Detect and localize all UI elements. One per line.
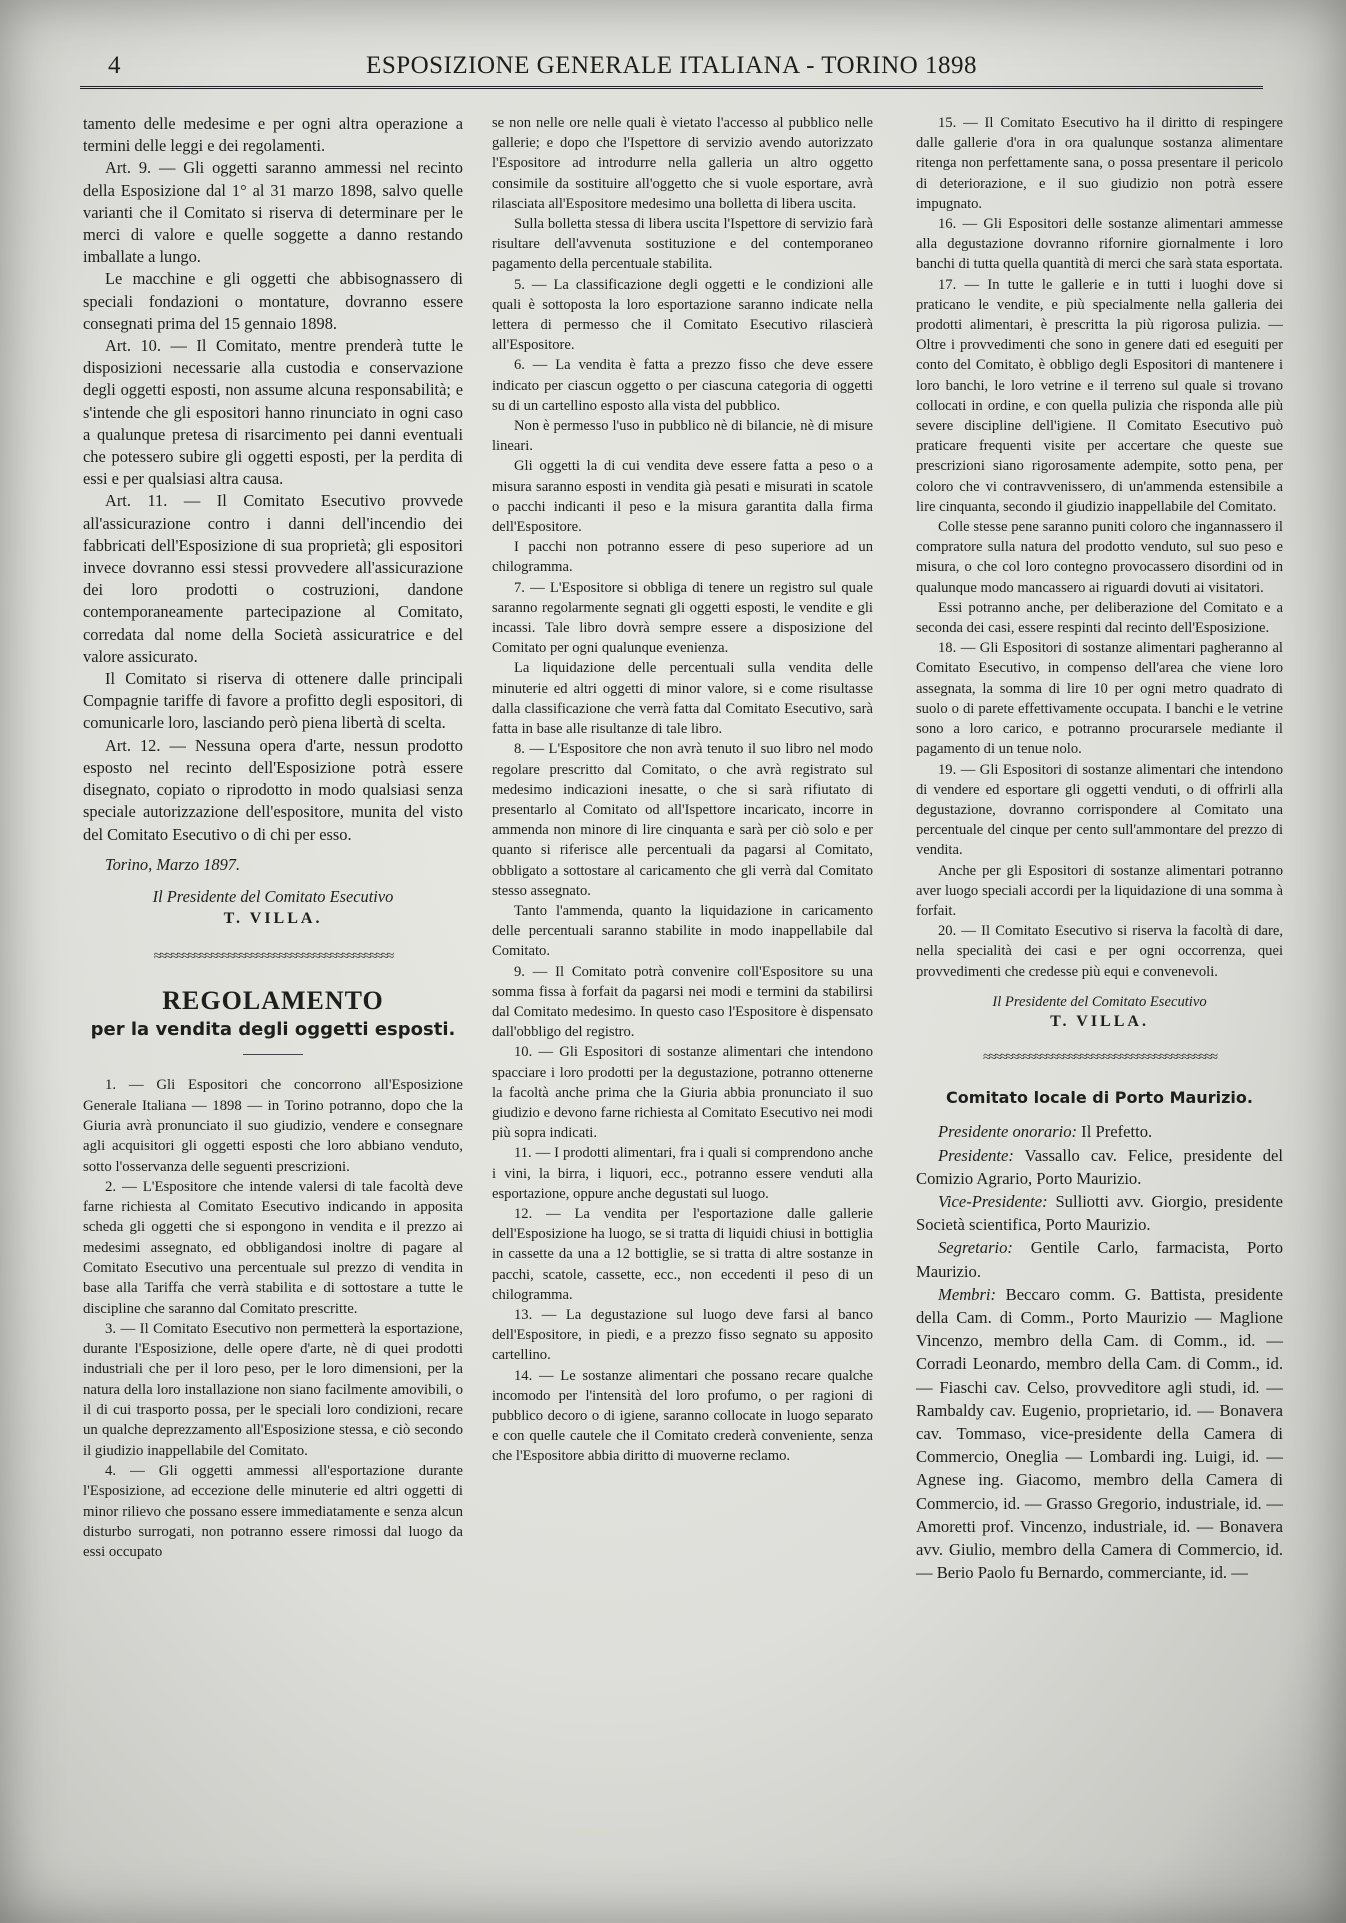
regulation-paragraph: 9. — Il Comitato potrà convenire coll'Espositore su una somma fissa à forfait da pagarsi nei modi e termini da stabilirsi dal Comitato medesimo. In questo caso l'Espositore è dispensato dall'obbligo del registro. [492, 963, 873, 1041]
regulation-paragraph: 10. — Gli Espositori di sostanze alimentari che intendono spacciare i loro prodotti per la degustazione, potranno ottenerne la facoltà anche prima che la Giuria abbia pronunciato il suo giudizio e devono farne richiesta al Comitato Esecutivo nei modi più sopra indicati. [492, 1044, 873, 1142]
page-header [80, 50, 1263, 89]
article-paragraph: Art. 12. — Nessuna opera d'arte, nessun prodotto esposto nel recinto dell'Esposizione potrà essere disegnato, copiato o riprodotto in modo qualsiasi senza speciale autorizzazione dell'espositore, munita del visto del Comitato Esecutivo o di chi per esso. [83, 735, 463, 844]
article-paragraph: Le macchine e gli oggetti che abbisognassero di speciali fondazioni o montature, dovranno essere consegnati prima del 15 gennaio 1898. [83, 269, 463, 333]
regulation-paragraph: Essi potranno anche, per deliberazione del Comitato e a seconda dei casi, essere respinti dal recinto dell'Esposizione. [916, 599, 1283, 637]
place-date: Torino, Marzo 1897. [105, 854, 241, 874]
ornament-divider: ≈≈≈≈≈≈≈≈≈≈≈≈≈≈≈≈≈≈≈≈≈≈≈≈≈≈≈≈≈≈≈≈≈≈≈≈≈≈≈≈≈≈ [153, 949, 393, 965]
regulation-paragraph: 18. — Gli Espositori di sostanze alimentari pagheranno al Comitato Esecutivo, in compenso dell'area che viene loro assegnata, la somma di lire 10 per ogni metro quadrato di suolo o di parete effettivamente occupata. I banchi e le vetrine sono a loro carico, e potranno procurarsele mediante il pagamento di un tenue nolo. [916, 640, 1283, 758]
committee-member: Vassallo cav. Felice, presidente del Comizio Agrario, Porto Maurizio. [916, 1145, 1283, 1188]
article-paragraph: Il Comitato si riserva di ottenere dalle principali Compagnie tariffe di favore a profitto degli espositori, di comunicarle loro, lasciando però piena libertà di scelta. [83, 669, 463, 733]
page-number: 4 [108, 52, 121, 79]
regulation-paragraph: Anche per gli Espositori di sostanze alimentari potranno aver luogo speciali accordi per la liquidazione di una somma à forfait. [916, 862, 1283, 919]
article-paragraph: Art. 11. — Il Comitato Esecutivo provvede all'assicurazione contro i danni dell'incendio dei fabbricati dell'Esposizione di sua proprietà; gli espositori invece dovranno essi stessi provvedere all'assicurazione dei loro prodotti o costruzioni, dandone contemporaneamente partecipazione al Comitato, corredata dal nome della Società assicuratrice e del valore assicurato. [83, 491, 463, 666]
regulation-paragraph: 8. — L'Espositore che non avrà tenuto il suo libro nel modo regolare prescritto dal Comitato, o che avrà registrato sul medesimo indicazioni inesatte, o che si sarà rifiutato di presentarlo al Comitato od all'Ispettore incaricato, incorre in ammenda non minore di lire cinquanta e sarà per ciò solo e per quanto si riferisce alle percentuali da pagarsi al Comitato, obbligato a sottostare al caricamento che gli verrà dal Comitato stesso assegnato. [492, 741, 873, 899]
committee-role: Presidente onorario: [938, 1122, 1078, 1142]
ornament-divider: ≈≈≈≈≈≈≈≈≈≈≈≈≈≈≈≈≈≈≈≈≈≈≈≈≈≈≈≈≈≈≈≈≈≈≈≈≈≈≈≈≈ [982, 1050, 1217, 1066]
regulation-paragraph: 11. — I prodotti alimentari, fra i quali si comprendono anche i vini, la birra, i liquori, ecc., potranno essere venduti alla esportazione, oppure anche degustati sul luogo. [492, 1145, 873, 1202]
regulation-paragraph: 2. — L'Espositore che intende valersi di tale facoltà deve farne richiesta al Comitato Esecutivo indicando in apposita scheda gli oggetti che si espongono in vendita e il prezzo ai medesimi assegnato, ed obbligandosi inoltre di pagare al Comitato Esecutivo una percentuale sul prezzo di vendita in base alla Tariffa che verrà stabilita e di sottostare a tutte le discipline che saranno dal Comitato prescritte. [83, 1178, 463, 1317]
committee-entry [916, 1144, 1283, 1190]
regulation-paragraph: Colle stesse pene saranno puniti coloro che ingannassero il compratore sulla natura del prodotto venduto, sul suo peso e misura, o che col loro contegno provocassero disordini od in qualunque modo mancassero ai riguardi dovuti ai visitatori. [916, 519, 1283, 596]
committee-entry [916, 1236, 1283, 1282]
committee-member: Il Prefetto. [1077, 1122, 1153, 1142]
article-paragraph: Art. 9. — Gli oggetti saranno ammessi nel recinto della Esposizione dal 1° al 31 marzo 1898, salvo quelle varianti che il Comitato si riserva di determinare per le merci di valore e quelle soggette a danno restando imballate a lungo. [83, 158, 463, 267]
regulation-paragraph: Tanto l'ammenda, quanto la liquidazione in caricamento delle percentuali saranno stabilite in modo inappellabile dal Comitato. [492, 902, 873, 960]
regulation-paragraph: 17. — In tutte le gallerie e in tutti i luoghi dove si praticano le vendite, e più specialmente nella galleria dei prodotti alimentari, è prescritta la più rigorosa pulizia. — Oltre i provvedimenti che sono in genere dati ed eseguiti per conto del Comitato, è obbligo degli Espositori di mantenere i loro banchi, le loro vetrine e il terreno sul quale si trovano collocati in ordine, e con quella pulizia che risponda alle più severe discipline dell'igiene. Il Comitato Esecutivo può praticare frequenti visite per accertare che queste sue prescrizioni siano rigorosamente adempite, sotto pena, per coloro che vi contravvenissero, di un'ammenda estensibile a lire cinquanta, secondo il giudizio inappellabile del Comitato. [916, 276, 1283, 515]
column-1 [83, 113, 463, 1562]
regulation-paragraph: La liquidazione delle percentuali sulla vendita delle minuterie ed altri oggetti di minor valore, si e come risultasse dalla classificazione che verrà fatta dal Comitato Esecutivo, sarà fatta in base alle risultanze di tale libro. [492, 660, 873, 738]
regulation-paragraph: 20. — Il Comitato Esecutivo si riserva la facoltà di dare, nella specialità dei casi e per ogni occorrenza, quei provvedimenti che credesse più equi e convenevoli. [916, 923, 1283, 980]
article-paragraph: tamento delle medesime e per ogni altra operazione a termini delle leggi e dei regolamenti. [83, 114, 463, 156]
committee-entry [916, 1190, 1283, 1236]
committee-role: Membri: [938, 1284, 997, 1304]
running-title: ESPOSIZIONE GENERALE ITALIANA - TORINO 1898 [366, 52, 977, 79]
regulation-paragraph: 7. — L'Espositore si obbliga di tenere un registro sul quale saranno regolarmente segnati gli oggetti esposti, le vendite e gli incassi. Tale libro dovrà sempre essere a disposizione del Comitato per ogni qualunque evenienza. [492, 579, 873, 657]
committee-member: Beccaro comm. G. Battista, presidente della Cam. di Comm., Porto Maurizio — Maglione Vincenzo, membro della Cam. di Comm., id. — Corradi Leonardo, membro della Cam. di Comm., id. — Fiaschi cav. Celso, provveditore agli studi, id. — Rambaldy cav. Eugenio, proprietario, id. — Bonavera cav. Tommaso, vice-presidente della Camera di Commercio, Oneglia — Lombardi ing. Luigi, id. — Agnese ing. Giacomo, membro della Camera di Commercio, id. — Grasso Gregorio, industriale, id. — Amoretti prof. Vincenzo, industriale, id. — Bonavera avv. Giulio, membro della Camera di Commercio, id. — Berio Paolo fu Bernardo, commerciante, id. — [916, 1284, 1283, 1583]
regulation-paragraph: 4. — Gli oggetti ammessi all'esportazione durante l'Esposizione, ad eccezione delle minuterie ed altri oggetti di minor rilievo che possano essere immediatamente e senza alcun disturbo surrogati, non potranno essere rimossi dal luogo da essi occupato [83, 1462, 463, 1561]
committee-role: Vice-Presidente: [938, 1191, 1048, 1211]
regulation-paragraph: 16. — Gli Espositori delle sostanze alimentari ammesse alla degustazione dovranno rifornire giornalmente i loro banchi di tutta quella quantità di merci che sarà stata esportata. [916, 216, 1283, 273]
president-line: Il Presidente del Comitato Esecutivo [992, 993, 1207, 1010]
committee-role: Segretario: [938, 1238, 1013, 1258]
committee-member: Sulliotti avv. Giorgio, presidente Società scientifica, Porto Maurizio. [916, 1191, 1283, 1235]
president-line: Il Presidente del Comitato Esecutivo [152, 886, 394, 906]
regulation-paragraph: 14. — Le sostanze alimentari che possano recare qualche incomodo per l'intensità del loro profumo, o per ragioni di pubblico decoro o di igiene, saranno collocate in luogo separato e con quelle cautele che il Comitato crederà conveniente, senza che l'Espositore abbia diritto di muoverne reclamo. [492, 1367, 873, 1465]
column-2 [492, 113, 873, 1467]
regulation-paragraph: 6. — La vendita è fatta a prezzo fisso che deve essere indicato per ciascun oggetto o per ciascuna categoria di oggetti su di un cartellino esposto alla vista del pubblico. [492, 357, 873, 414]
article-paragraph: Art. 10. — Il Comitato, mentre prenderà tutte le disposizioni necessarie alla custodia e conservazione degli oggetti esposti, non assume alcuna responsabilità; e s'intende che gli espositori hanno rinunciato in ogni caso a qualunque pretesa di risarcimento pei danni eventuali che potessero subire gli oggetti esposti, per la perdita di essi e per qualsiasi altra causa. [83, 336, 463, 489]
regulation-paragraph: 3. — Il Comitato Esecutivo non permetterà la esportazione, durante l'Esposizione, delle opere d'arte, nè di quei prodotti industriali che per il loro peso, per le loro dimensioni, per la natura della loro installazione non siano facilmente amovibili, o il di cui trasporto possa, per le speciali loro condizioni, recare un qualche deprezzamento all'Esposizione stessa, e ciò secondo il giudizio inappellabile del Comitato. [83, 1320, 463, 1459]
section-subheading: per la vendita degli oggetti esposti. [90, 1019, 456, 1041]
regulation-paragraph: 12. — La vendita per l'esportazione dalle gallerie dell'Esposizione ha luogo, se si tratta di liquidi chiusi in bottiglia in cassette da una a 12 bottiglie, se si tratta di altre sostanze in pacchi, scatole, cassette, ecc., non eccedenti il peso di un chilogramma. [492, 1205, 873, 1303]
regulation-paragraph: Gli oggetti la di cui vendita deve essere fatta a peso o a misura saranno esposti in vendita già pesati e misurati in scatole o pacchi indicanti il peso e la misura garantita dalla firma dell'Espositore. [492, 458, 873, 536]
column-3 [916, 113, 1283, 1584]
committee-member: Gentile Carlo, farmacista, Porto Maurizio. [916, 1238, 1283, 1281]
regulation-paragraph: I pacchi non potranno essere di peso superiore ad un chilogramma. [492, 539, 873, 576]
committee-role: Presidente: [938, 1145, 1014, 1165]
regulation-paragraph: Non è permesso l'uso in pubblico nè di bilancie, nè di misure lineari. [492, 418, 873, 455]
short-rule [243, 1054, 303, 1055]
signature: T. VILLA. [223, 910, 323, 928]
regulation-paragraph: se non nelle ore nelle quali è vietato l'accesso al pubblico nelle gallerie; e dopo che l'Ispettore di servizio avendo autorizzato l'Espositore ad introdurre nella galleria un altro oggetto consimile da sostituire all'oggetto che si vuole esportare, avrà rilasciata all'Espositore medesimo una bolletta di libera uscita. [492, 115, 873, 212]
committee-entry [916, 1283, 1283, 1585]
regulation-paragraph: Sulla bolletta stessa di libera uscita l'Ispettore di servizio farà risultare dell'avvenuta sostituzione e del contemporaneo pagamento della percentuale stabilita. [492, 216, 873, 273]
regulation-paragraph: 1. — Gli Espositori che concorrono all'Esposizione Generale Italiana — 1898 — in Torino potranno, dopo che la Giuria avrà pronunciato il suo giudizio, vendere e consegnare agli acquisitori gli oggetti esposti che loro abbiano venduto, sotto l'osservanza delle seguenti prescrizioni. [83, 1077, 463, 1175]
regulation-paragraph: 19. — Gli Espositori di sostanze alimentari che intendono di vendere ed esportare gli oggetti venduti, o di offrirli alla degustazione, dovranno corrispondere al Comitato una percentuale del cinque per cento sull'ammontare del prezzo di vendita. [916, 761, 1283, 859]
committee-entry [916, 1120, 1283, 1143]
section-heading: REGOLAMENTO [162, 986, 384, 1016]
signature: T. VILLA. [1050, 1012, 1149, 1030]
committee-title: Comitato locale di Porto Maurizio. [946, 1088, 1253, 1108]
regulation-paragraph: 13. — La degustazione sul luogo deve farsi al banco dell'Espositore, in piedi, e a prezzo fisso segnato su apposito cartellino. [492, 1306, 873, 1364]
regulation-paragraph: 5. — La classificazione degli oggetti e le condizioni alle quali è sottoposta la loro esportazione saranno indicate nella lettera di permesso che il Comitato Esecutivo rilascierà all'Espositore. [492, 276, 873, 354]
regulation-paragraph: 15. — Il Comitato Esecutivo ha il diritto di respingere dalle gallerie d'ora in ora qualunque sostanza alimentare ritenga non perfettamente sana, o possa presentare il pericolo di deteriorazione, e il suo giudizio non potrà essere impugnato. [916, 115, 1283, 212]
committee-list [916, 1120, 1283, 1584]
